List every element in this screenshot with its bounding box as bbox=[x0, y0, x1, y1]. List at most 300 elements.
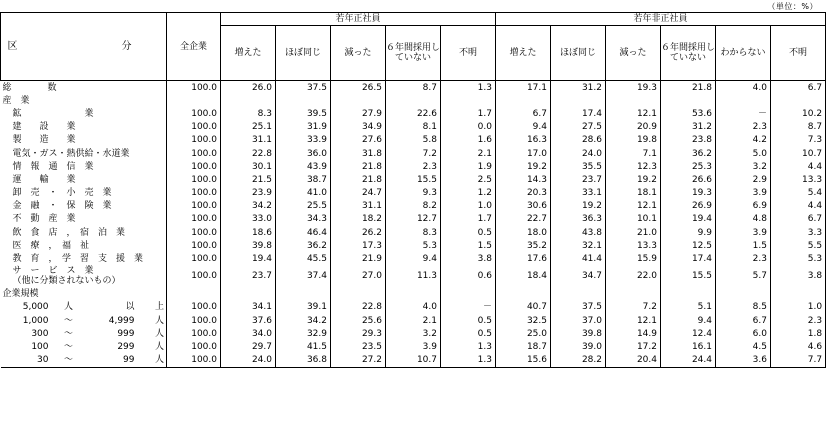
value-cell: 12.3 bbox=[606, 160, 661, 173]
value-cell: 36.3 bbox=[551, 213, 606, 226]
value-cell: 41.0 bbox=[276, 187, 331, 200]
all-companies-cell: 100.0 bbox=[167, 226, 221, 239]
value-cell: 36.2 bbox=[661, 147, 716, 160]
nonregular-col-header: ほぼ同じ bbox=[551, 26, 606, 81]
row-label bbox=[1, 147, 167, 160]
value-cell: 7.3 bbox=[771, 134, 826, 147]
row-label bbox=[1, 94, 167, 107]
value-cell: 36.0 bbox=[276, 147, 331, 160]
value-cell: 30.6 bbox=[496, 200, 551, 213]
value-cell: 23.8 bbox=[661, 134, 716, 147]
value-cell: 12.1 bbox=[606, 314, 661, 327]
all-companies-cell: 100.0 bbox=[167, 160, 221, 173]
value-cell: 5.4 bbox=[771, 187, 826, 200]
row-label bbox=[1, 200, 167, 213]
value-cell: 31.2 bbox=[551, 81, 606, 95]
value-cell: 2.3 bbox=[386, 160, 441, 173]
row-label bbox=[1, 252, 167, 265]
all-companies-cell: 100.0 bbox=[167, 252, 221, 265]
value-cell bbox=[331, 94, 386, 107]
row-label-subtext: （他に分類されないもの） bbox=[12, 275, 121, 286]
value-cell: 7.2 bbox=[606, 301, 661, 314]
value-cell: 34.7 bbox=[551, 266, 606, 288]
value-cell: 15.5 bbox=[386, 173, 441, 186]
value-cell: 26.9 bbox=[661, 200, 716, 213]
row-label-text: 金 融 ・ 保 険 業 bbox=[12, 201, 112, 212]
value-cell bbox=[276, 288, 331, 301]
value-cell bbox=[386, 94, 441, 107]
size-sep: 人 bbox=[63, 302, 73, 313]
value-cell: 21.8 bbox=[331, 173, 386, 186]
value-cell: 37.0 bbox=[551, 314, 606, 327]
value-cell: 2.1 bbox=[441, 147, 496, 160]
value-cell: 1.0 bbox=[441, 200, 496, 213]
value-cell: 10.7 bbox=[771, 147, 826, 160]
value-cell: 12.7 bbox=[386, 213, 441, 226]
value-cell: 39.5 bbox=[276, 107, 331, 120]
nonregular-col-header: 増えた bbox=[496, 26, 551, 81]
value-cell: 2.1 bbox=[386, 314, 441, 327]
region-header: 区 分 bbox=[1, 13, 167, 81]
table-row bbox=[1, 288, 826, 301]
regular-col-header: ６年間採用していない bbox=[386, 26, 441, 81]
row-label-text: 教 育 ， 学 習 支 援 業 bbox=[12, 254, 144, 265]
value-cell: 9.4 bbox=[496, 121, 551, 134]
value-cell: 1.5 bbox=[716, 239, 771, 252]
table-row bbox=[1, 266, 826, 288]
value-cell: 2.3 bbox=[716, 121, 771, 134]
row-label-text: 総 数 bbox=[2, 82, 57, 93]
value-cell: 3.8 bbox=[441, 252, 496, 265]
row-label bbox=[1, 160, 167, 173]
table-row bbox=[1, 200, 826, 213]
regular-col-header: 増えた bbox=[221, 26, 276, 81]
value-cell bbox=[716, 94, 771, 107]
value-cell: 3.6 bbox=[716, 354, 771, 368]
value-cell: 18.0 bbox=[496, 226, 551, 239]
size-from: 100 bbox=[31, 341, 49, 352]
value-cell: 37.6 bbox=[221, 314, 276, 327]
size-unit: 人 bbox=[154, 328, 164, 339]
all-companies-cell: 100.0 bbox=[167, 340, 221, 353]
value-cell: 21.9 bbox=[331, 252, 386, 265]
value-cell: 34.2 bbox=[221, 200, 276, 213]
value-cell: 19.4 bbox=[221, 252, 276, 265]
value-cell: 22.8 bbox=[221, 147, 276, 160]
value-cell: 33.0 bbox=[221, 213, 276, 226]
value-cell: 17.4 bbox=[551, 107, 606, 120]
value-cell: 39.8 bbox=[221, 239, 276, 252]
value-cell: 4.0 bbox=[716, 81, 771, 95]
unit-note: （単位：%） bbox=[767, 2, 818, 11]
value-cell: 9.4 bbox=[661, 314, 716, 327]
value-cell: 19.3 bbox=[606, 81, 661, 95]
value-cell: 27.5 bbox=[551, 121, 606, 134]
row-label-text: 医 療 ， 福 祉 bbox=[12, 240, 90, 251]
value-cell: 12.4 bbox=[661, 327, 716, 340]
value-cell: 34.1 bbox=[221, 301, 276, 314]
value-cell: 8.3 bbox=[221, 107, 276, 120]
value-cell: 18.1 bbox=[606, 187, 661, 200]
value-cell: 15.6 bbox=[496, 354, 551, 368]
table-row bbox=[1, 314, 826, 327]
value-cell: 31.8 bbox=[331, 147, 386, 160]
value-cell: 1.5 bbox=[441, 239, 496, 252]
value-cell: 6.9 bbox=[716, 200, 771, 213]
size-unit: 人 bbox=[154, 315, 164, 326]
table-row bbox=[1, 239, 826, 252]
table-row bbox=[1, 354, 826, 368]
value-cell: 23.9 bbox=[221, 187, 276, 200]
value-cell: 19.3 bbox=[661, 187, 716, 200]
regular-group-header: 若年正社員 bbox=[221, 13, 496, 26]
value-cell: 6.0 bbox=[716, 327, 771, 340]
value-cell: 32.1 bbox=[551, 239, 606, 252]
value-cell: 19.2 bbox=[496, 160, 551, 173]
value-cell bbox=[661, 94, 716, 107]
value-cell: 1.3 bbox=[441, 354, 496, 368]
regular-col-header: ほぼ同じ bbox=[276, 26, 331, 81]
row-label-text: 企業規模 bbox=[2, 289, 39, 300]
row-label bbox=[1, 239, 167, 252]
value-cell: 1.2 bbox=[441, 187, 496, 200]
size-to: 299 bbox=[117, 341, 135, 352]
value-cell: 34.0 bbox=[221, 327, 276, 340]
value-cell: 26.6 bbox=[661, 173, 716, 186]
value-cell: 39.1 bbox=[276, 301, 331, 314]
value-cell: 17.1 bbox=[496, 81, 551, 95]
value-cell bbox=[441, 288, 496, 301]
value-cell: 14.3 bbox=[496, 173, 551, 186]
value-cell: 3.9 bbox=[716, 187, 771, 200]
size-label bbox=[1, 354, 167, 368]
value-cell: 43.9 bbox=[276, 160, 331, 173]
value-cell: 30.1 bbox=[221, 160, 276, 173]
all-companies-cell: 100.0 bbox=[167, 107, 221, 120]
table-row bbox=[1, 160, 826, 173]
table-row bbox=[1, 121, 826, 134]
value-cell: 38.7 bbox=[276, 173, 331, 186]
value-cell: 18.6 bbox=[221, 226, 276, 239]
row-label-text: 建 設 業 bbox=[12, 122, 76, 133]
value-cell: 24.4 bbox=[661, 354, 716, 368]
value-cell: 21.5 bbox=[221, 173, 276, 186]
value-cell: 5.5 bbox=[771, 239, 826, 252]
value-cell: 36.8 bbox=[276, 354, 331, 368]
value-cell: 40.7 bbox=[496, 301, 551, 314]
value-cell: 5.3 bbox=[771, 252, 826, 265]
value-cell: 1.6 bbox=[441, 134, 496, 147]
size-from: 1,000 bbox=[22, 315, 49, 326]
size-from: 30 bbox=[37, 355, 49, 366]
value-cell: 2.5 bbox=[441, 173, 496, 186]
table-row bbox=[1, 327, 826, 340]
row-label bbox=[1, 107, 167, 120]
size-to: 4,999 bbox=[108, 315, 135, 326]
value-cell: － bbox=[441, 301, 496, 314]
row-label bbox=[1, 266, 167, 288]
value-cell: 4.8 bbox=[716, 213, 771, 226]
table-row bbox=[1, 173, 826, 186]
value-cell: 37.4 bbox=[276, 266, 331, 288]
value-cell: 13.3 bbox=[771, 173, 826, 186]
nonregular-col-header: 減った bbox=[606, 26, 661, 81]
value-cell: 34.2 bbox=[276, 314, 331, 327]
value-cell: 5.8 bbox=[386, 134, 441, 147]
all-companies-cell: 100.0 bbox=[167, 239, 221, 252]
value-cell: 3.9 bbox=[386, 340, 441, 353]
row-label bbox=[1, 134, 167, 147]
value-cell: 16.3 bbox=[496, 134, 551, 147]
value-cell bbox=[661, 288, 716, 301]
value-cell: 1.0 bbox=[771, 301, 826, 314]
value-cell: 20.4 bbox=[606, 354, 661, 368]
value-cell: 29.3 bbox=[331, 327, 386, 340]
value-cell bbox=[716, 288, 771, 301]
value-cell: 10.1 bbox=[606, 213, 661, 226]
all-companies-cell: 100.0 bbox=[167, 121, 221, 134]
value-cell: 17.4 bbox=[661, 252, 716, 265]
value-cell bbox=[496, 94, 551, 107]
value-cell: 17.0 bbox=[496, 147, 551, 160]
row-label-text: 電気・ガス・熱供給・水道業 bbox=[12, 148, 130, 159]
value-cell: 23.7 bbox=[551, 173, 606, 186]
value-cell: 25.6 bbox=[331, 314, 386, 327]
row-label bbox=[1, 173, 167, 186]
value-cell bbox=[771, 288, 826, 301]
value-cell: 23.7 bbox=[221, 266, 276, 288]
value-cell: 27.0 bbox=[331, 266, 386, 288]
value-cell bbox=[551, 288, 606, 301]
all-companies-cell: 100.0 bbox=[167, 200, 221, 213]
value-cell: 15.5 bbox=[661, 266, 716, 288]
table-row bbox=[1, 252, 826, 265]
value-cell: 0.0 bbox=[441, 121, 496, 134]
value-cell: 2.3 bbox=[771, 314, 826, 327]
value-cell: 3.2 bbox=[716, 160, 771, 173]
value-cell bbox=[221, 94, 276, 107]
regular-col-header: 不明 bbox=[441, 26, 496, 81]
value-cell: 6.7 bbox=[716, 314, 771, 327]
value-cell: 5.1 bbox=[661, 301, 716, 314]
value-cell: 31.1 bbox=[331, 200, 386, 213]
value-cell bbox=[606, 288, 661, 301]
row-label-text: 産 業 bbox=[2, 95, 30, 106]
value-cell: － bbox=[716, 107, 771, 120]
value-cell: 34.3 bbox=[276, 213, 331, 226]
value-cell: 8.7 bbox=[386, 81, 441, 95]
value-cell: 34.9 bbox=[331, 121, 386, 134]
row-label-text: 鉱 業 bbox=[12, 108, 94, 119]
value-cell bbox=[496, 288, 551, 301]
value-cell: 1.3 bbox=[441, 81, 496, 95]
value-cell: 0.5 bbox=[441, 327, 496, 340]
value-cell: 33.1 bbox=[551, 187, 606, 200]
value-cell bbox=[606, 94, 661, 107]
all-companies-cell: 100.0 bbox=[167, 134, 221, 147]
value-cell: 1.3 bbox=[441, 340, 496, 353]
value-cell: 22.8 bbox=[331, 301, 386, 314]
value-cell: 22.7 bbox=[496, 213, 551, 226]
value-cell bbox=[771, 94, 826, 107]
row-label-text: 飲 食 店 ， 宿 泊 業 bbox=[12, 227, 126, 238]
value-cell: 18.7 bbox=[496, 340, 551, 353]
all-companies-cell: 100.0 bbox=[167, 213, 221, 226]
value-cell: 20.3 bbox=[496, 187, 551, 200]
value-cell: 19.2 bbox=[551, 200, 606, 213]
row-label bbox=[1, 213, 167, 226]
value-cell: 41.4 bbox=[551, 252, 606, 265]
table-row bbox=[1, 134, 826, 147]
nonregular-col-header: わからない bbox=[716, 26, 771, 81]
value-cell: 4.2 bbox=[716, 134, 771, 147]
value-cell: 8.7 bbox=[771, 121, 826, 134]
value-cell: 35.2 bbox=[496, 239, 551, 252]
value-cell: 24.0 bbox=[551, 147, 606, 160]
all-companies-cell: 100.0 bbox=[167, 327, 221, 340]
size-sep: ～ bbox=[63, 341, 73, 352]
value-cell: 27.9 bbox=[331, 107, 386, 120]
value-cell: 35.5 bbox=[551, 160, 606, 173]
value-cell bbox=[331, 288, 386, 301]
all-companies-cell: 100.0 bbox=[167, 314, 221, 327]
value-cell: 27.6 bbox=[331, 134, 386, 147]
nonregular-col-header: 不明 bbox=[771, 26, 826, 81]
value-cell: 4.0 bbox=[386, 301, 441, 314]
value-cell bbox=[386, 288, 441, 301]
value-cell: 23.5 bbox=[331, 340, 386, 353]
table-row bbox=[1, 340, 826, 353]
value-cell: 7.2 bbox=[386, 147, 441, 160]
value-cell: 22.6 bbox=[386, 107, 441, 120]
all-companies-cell: 100.0 bbox=[167, 301, 221, 314]
value-cell: 29.7 bbox=[221, 340, 276, 353]
size-to: 99 bbox=[123, 355, 135, 366]
value-cell: 26.2 bbox=[331, 226, 386, 239]
size-label bbox=[1, 327, 167, 340]
table-body bbox=[1, 81, 826, 368]
value-cell: 7.7 bbox=[771, 354, 826, 368]
table-row bbox=[1, 81, 826, 95]
value-cell: 12.1 bbox=[606, 107, 661, 120]
value-cell: 24.7 bbox=[331, 187, 386, 200]
value-cell: 4.6 bbox=[771, 340, 826, 353]
value-cell: 3.8 bbox=[771, 266, 826, 288]
all-companies-cell: 100.0 bbox=[167, 81, 221, 95]
value-cell: 9.3 bbox=[386, 187, 441, 200]
table-row bbox=[1, 94, 826, 107]
value-cell: 31.2 bbox=[661, 121, 716, 134]
size-sep: ～ bbox=[63, 328, 73, 339]
value-cell: 8.1 bbox=[386, 121, 441, 134]
value-cell: 7.1 bbox=[606, 147, 661, 160]
value-cell: 19.4 bbox=[661, 213, 716, 226]
value-cell: 10.2 bbox=[771, 107, 826, 120]
table-row bbox=[1, 226, 826, 239]
value-cell: 0.5 bbox=[441, 314, 496, 327]
table-row bbox=[1, 213, 826, 226]
value-cell: 53.6 bbox=[661, 107, 716, 120]
value-cell: 1.7 bbox=[441, 107, 496, 120]
value-cell: 41.5 bbox=[276, 340, 331, 353]
value-cell: 26.0 bbox=[221, 81, 276, 95]
row-label-text: 情 報 通 信 業 bbox=[12, 161, 94, 172]
value-cell: 31.9 bbox=[276, 121, 331, 134]
size-sep: ～ bbox=[63, 315, 73, 326]
value-cell: 19.8 bbox=[606, 134, 661, 147]
row-label bbox=[1, 121, 167, 134]
table-row bbox=[1, 187, 826, 200]
all-companies-cell: 100.0 bbox=[167, 354, 221, 368]
value-cell: 36.2 bbox=[276, 239, 331, 252]
row-label bbox=[1, 288, 167, 301]
row-label-text: 不 動 産 業 bbox=[12, 214, 76, 225]
value-cell: 1.8 bbox=[771, 327, 826, 340]
size-label bbox=[1, 340, 167, 353]
row-label-text: 製 造 業 bbox=[12, 135, 76, 146]
value-cell: 18.4 bbox=[496, 266, 551, 288]
table-row bbox=[1, 147, 826, 160]
value-cell: 8.3 bbox=[386, 226, 441, 239]
value-cell: 0.5 bbox=[441, 226, 496, 239]
all-companies-cell: 100.0 bbox=[167, 173, 221, 186]
value-cell: 17.3 bbox=[331, 239, 386, 252]
value-cell: 43.8 bbox=[551, 226, 606, 239]
value-cell: 5.7 bbox=[716, 266, 771, 288]
all-companies-cell: 100.0 bbox=[167, 187, 221, 200]
size-unit: 上 bbox=[154, 302, 164, 313]
value-cell: 6.7 bbox=[771, 81, 826, 95]
value-cell: 17.2 bbox=[606, 340, 661, 353]
value-cell: 4.4 bbox=[771, 200, 826, 213]
value-cell: 1.9 bbox=[441, 160, 496, 173]
value-cell: 16.1 bbox=[661, 340, 716, 353]
value-cell: 46.4 bbox=[276, 226, 331, 239]
all-companies-cell: 100.0 bbox=[167, 266, 221, 288]
value-cell: 15.9 bbox=[606, 252, 661, 265]
value-cell: 9.9 bbox=[661, 226, 716, 239]
value-cell: 13.3 bbox=[606, 239, 661, 252]
value-cell: 5.0 bbox=[716, 147, 771, 160]
size-from: 300 bbox=[31, 328, 49, 339]
value-cell: 17.6 bbox=[496, 252, 551, 265]
row-label-text: 運 輸 業 bbox=[12, 174, 76, 185]
value-cell: 25.3 bbox=[661, 160, 716, 173]
value-cell: 11.3 bbox=[386, 266, 441, 288]
value-cell: 25.1 bbox=[221, 121, 276, 134]
value-cell: 0.6 bbox=[441, 266, 496, 288]
value-cell: 24.0 bbox=[221, 354, 276, 368]
row-label bbox=[1, 187, 167, 200]
size-to: 999 bbox=[117, 328, 135, 339]
value-cell: 39.8 bbox=[551, 327, 606, 340]
value-cell: 37.5 bbox=[276, 81, 331, 95]
value-cell: 20.9 bbox=[606, 121, 661, 134]
all-companies-cell: 100.0 bbox=[167, 147, 221, 160]
value-cell: 32.9 bbox=[276, 327, 331, 340]
value-cell: 32.5 bbox=[496, 314, 551, 327]
value-cell bbox=[276, 94, 331, 107]
table-row bbox=[1, 301, 826, 314]
size-to: 以 bbox=[125, 302, 135, 313]
value-cell: 3.9 bbox=[716, 226, 771, 239]
size-label bbox=[1, 301, 167, 314]
value-cell: 33.9 bbox=[276, 134, 331, 147]
value-cell: 1.7 bbox=[441, 213, 496, 226]
value-cell: 45.5 bbox=[276, 252, 331, 265]
value-cell: 21.8 bbox=[661, 81, 716, 95]
value-cell: 27.2 bbox=[331, 354, 386, 368]
